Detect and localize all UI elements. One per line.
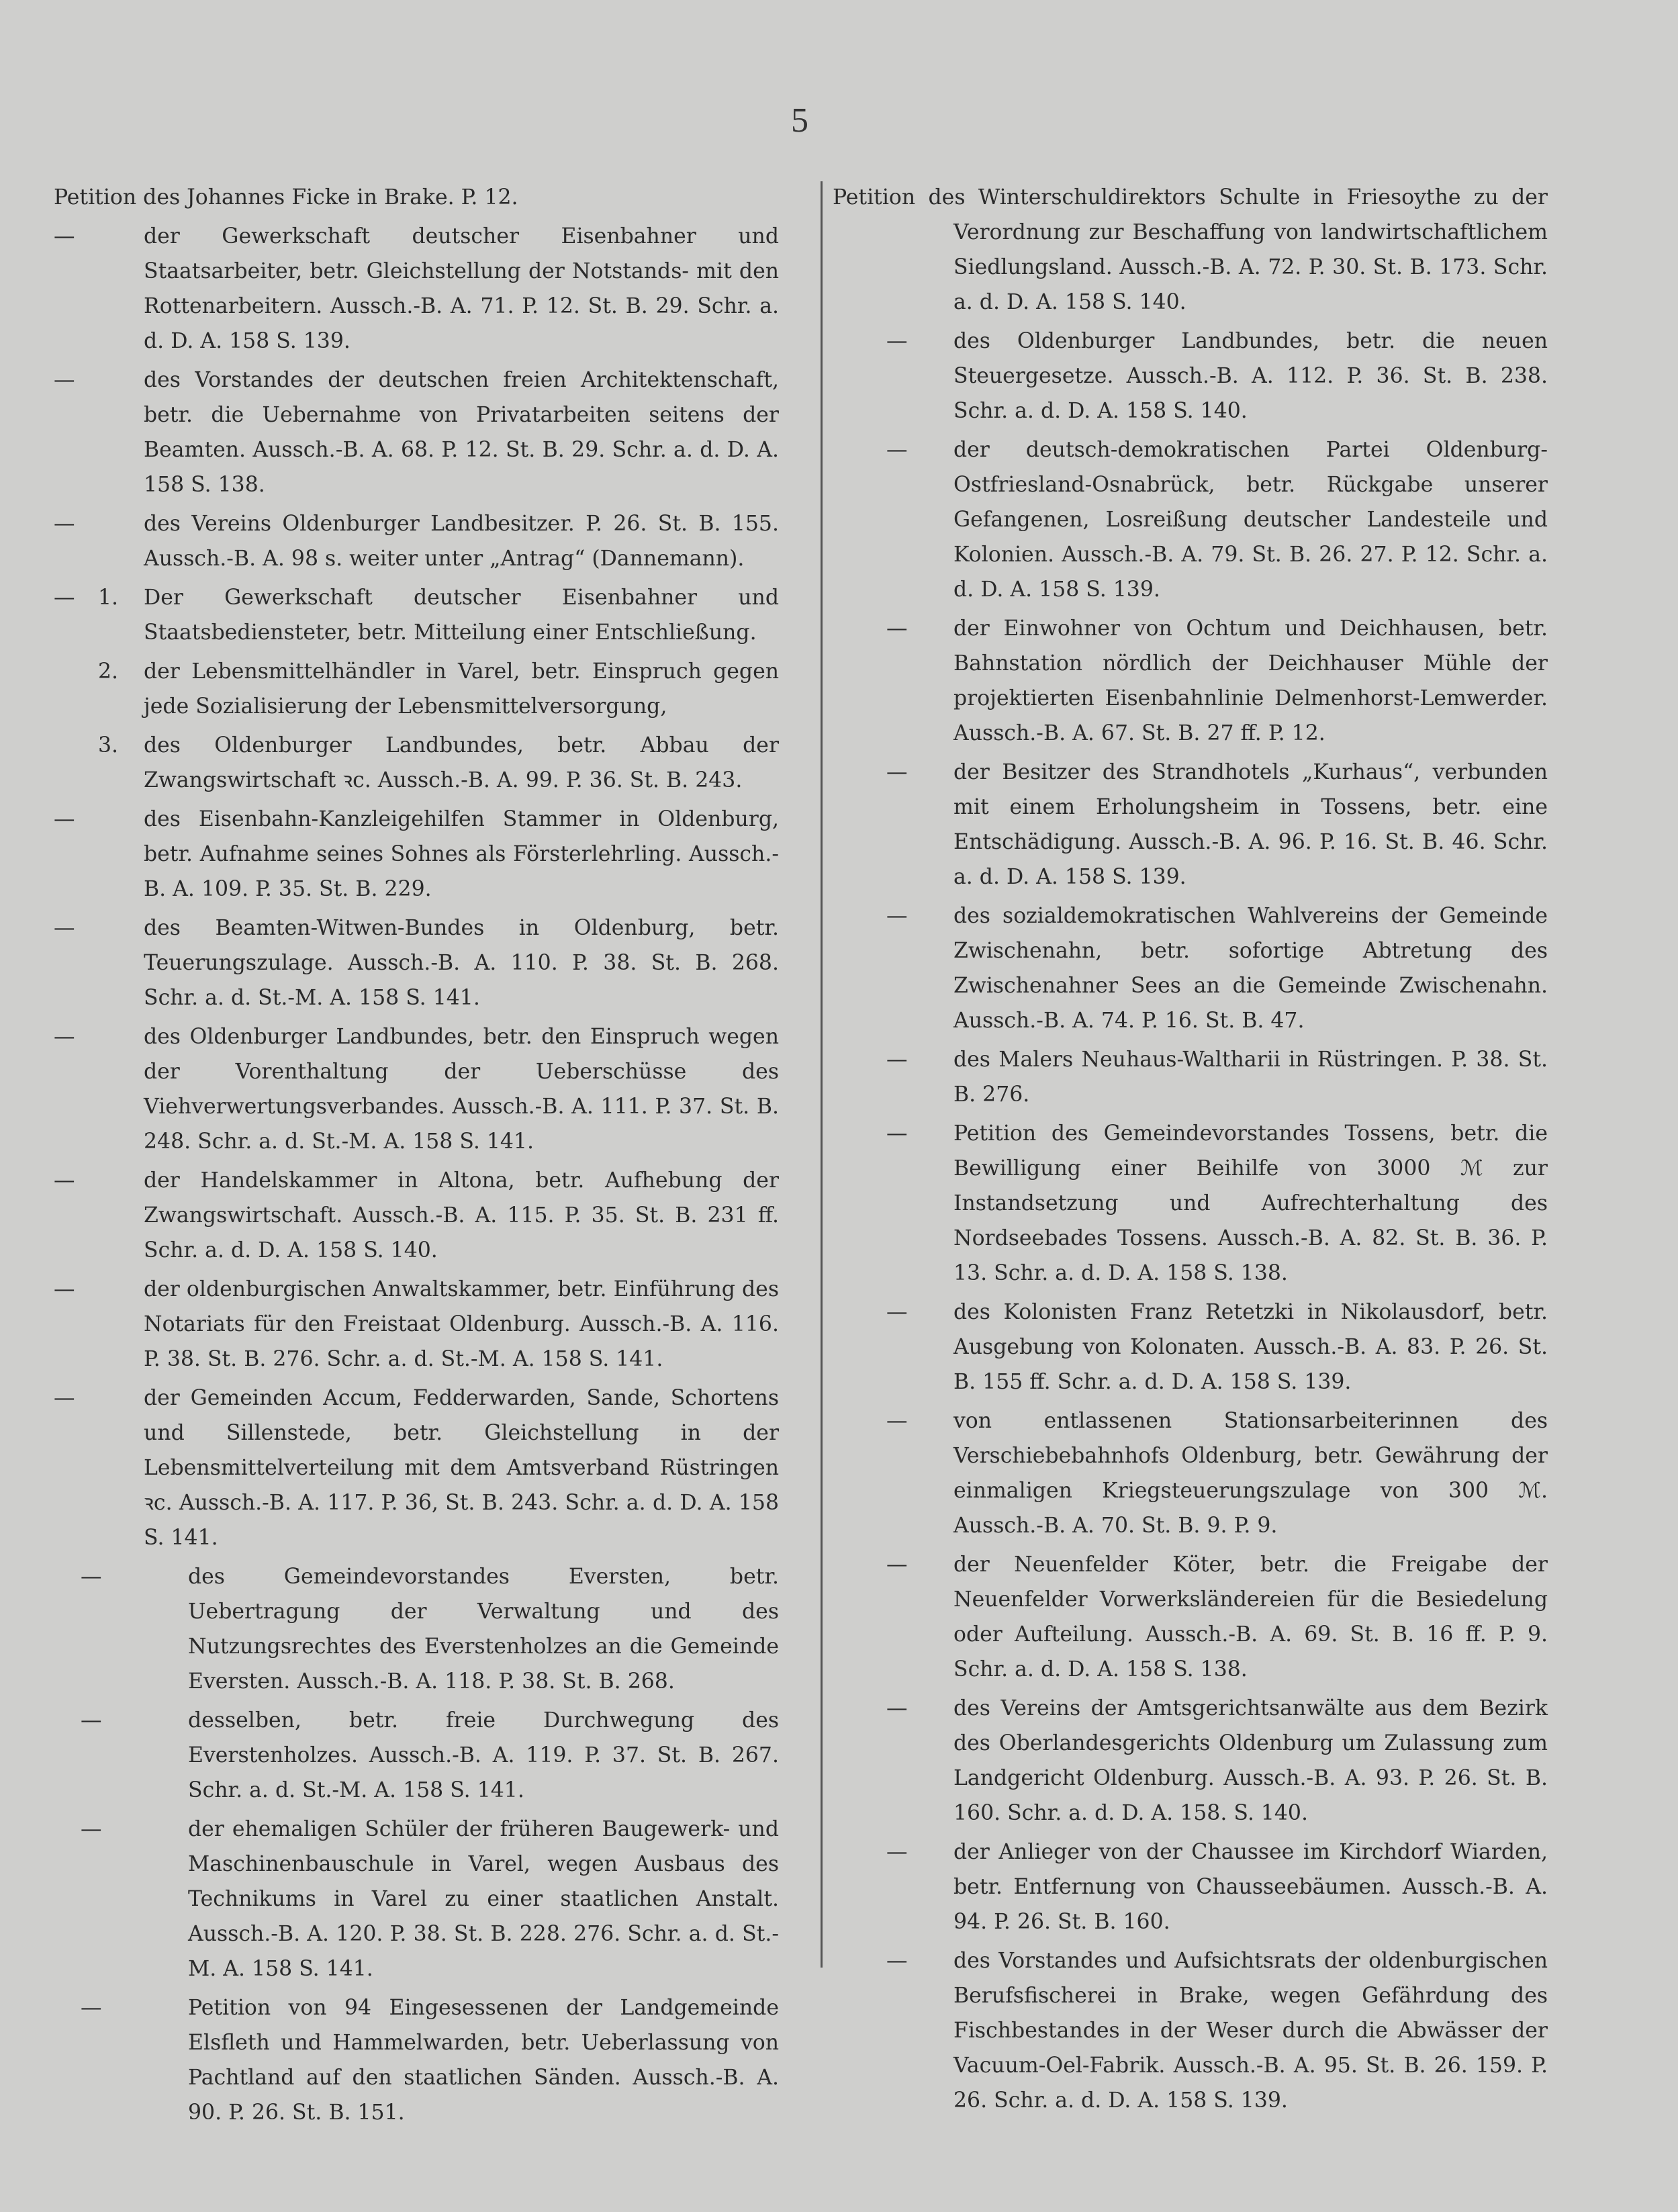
entry-dash: — bbox=[81, 1565, 102, 1589]
entry-dash: — bbox=[54, 368, 75, 392]
entry-dash: — bbox=[886, 1696, 908, 1720]
entry-text: des Oldenburger Landbundes, betr. Abbau der Zwangswirtschaft ꝛc. Aussch.-B. A. 99. P. 36. St. B. 243. bbox=[144, 733, 779, 792]
entry-text: der Gemeinden Accum, Fedderwarden, Sande, Schortens und Sillenstede, betr. Gleichstellung in der Lebensmittelverteilung mit dem Amtsverband Rüstringen ꝛc. Aussch.-B. A. 117. P. 36, St. B. 243. Schr. a. d. D. A. 158 S. 141. bbox=[144, 1386, 779, 1550]
entry-dash: — bbox=[886, 1840, 908, 1864]
entry-dash: — bbox=[54, 1025, 75, 1049]
right-column bbox=[833, 180, 1548, 2122]
left-column bbox=[54, 180, 779, 2134]
entry-text: der Besitzer des Strandhotels „Kurhaus“, verbunden mit einem Erholungsheim in Tossens, betr. eine Entschädigung. Aussch.-B. A. 96. P. 16. St. B. 46. Schr. a. d. D. A. 158 S. 139. bbox=[953, 760, 1548, 889]
entry-text: der oldenburgischen Anwaltskammer, betr. Einführung des Notariats für den Freistaat Oldenburg. Aussch.-B. A. 116. P. 38. St. B. 276. Schr. a. d. St.-M. A. 158 S. 141. bbox=[144, 1277, 779, 1371]
petition-entry bbox=[833, 180, 1548, 320]
petition-entry bbox=[54, 1272, 779, 1377]
entry-dash: — bbox=[54, 807, 75, 831]
entry-text: des Oldenburger Landbundes, betr. die neuen Steuergesetze. Aussch.-B. A. 112. P. 36. St. B. 238. Schr. a. d. D. A. 158 S. 140. bbox=[953, 329, 1548, 423]
entry-text: der Gewerkschaft deutscher Eisenbahner und Staatsarbeiter, betr. Gleichstellung der Notstands- mit den Rottenarbeitern. Aussch.-B. A. 71. P. 12. St. B. 29. Schr. a. d. D. A. 158 S. 139. bbox=[144, 224, 779, 353]
entry-dash: — bbox=[886, 1409, 908, 1433]
petition-entry bbox=[54, 1381, 779, 1555]
entry-text: der deutsch-demokratischen Partei Oldenburg-Ostfriesland-Osnabrück, betr. Rückgabe unserer Gefangenen, Losreißung deutscher Landesteile und Kolonien. Aussch.-B. A. 79. St. B. 26. 27. P. 12. Schr. a. d. D. A. 158 S. 139. bbox=[953, 438, 1548, 602]
petition-entry bbox=[54, 506, 779, 576]
entry-text: des Malers Neuhaus-Waltharii in Rüstringen. P. 38. St. B. 276. bbox=[953, 1048, 1548, 1107]
entry-dash: — bbox=[886, 760, 908, 784]
petition-entry bbox=[54, 580, 779, 650]
petition-entry bbox=[833, 1691, 1548, 1831]
entry-text: des Gemeindevorstandes Eversten, betr. Uebertragung der Verwaltung und des Nutzungsrechtes des Everstenholzes an die Gemeinde Eversten. Aussch.-B. A. 118. P. 38. St. B. 268. bbox=[188, 1565, 779, 1694]
petition-entry bbox=[54, 1019, 779, 1159]
page-number: 5 bbox=[791, 101, 808, 140]
petition-entry bbox=[833, 324, 1548, 428]
entry-dash: — bbox=[54, 586, 75, 610]
entry-dash: — bbox=[81, 1817, 102, 1841]
petition-entry bbox=[833, 1042, 1548, 1112]
entry-dash: — bbox=[886, 1949, 908, 1973]
entry-text: des Vorstandes der deutschen freien Architektenschaft, betr. die Uebernahme von Privatarbeiten seitens der Beamten. Aussch.-B. A. 68. P. 12. St. B. 29. Schr. a. d. D. A. 158 S. 138. bbox=[144, 368, 779, 497]
petition-entry bbox=[54, 1703, 779, 1808]
entry-dash: — bbox=[54, 1277, 75, 1301]
petition-entry bbox=[833, 1943, 1548, 2118]
entry-text: der Anlieger von der Chaussee im Kirchdorf Wiarden, betr. Entfernung von Chausseebäumen. Aussch.-B. A. 94. P. 26. St. B. 160. bbox=[953, 1840, 1548, 1934]
entry-text: desselben, betr. freie Durchwegung des Everstenholzes. Aussch.-B. A. 119. P. 37. St. B. 267. Schr. a. d. St.-M. A. 158 S. 141. bbox=[188, 1708, 779, 1802]
petition-entry bbox=[833, 1547, 1548, 1687]
petition-entry bbox=[833, 432, 1548, 607]
petition-entry bbox=[833, 898, 1548, 1038]
petition-entry bbox=[54, 1812, 779, 1986]
petition-entry bbox=[54, 1990, 779, 2130]
entry-dash: — bbox=[54, 224, 75, 248]
entry-dash: — bbox=[886, 1121, 908, 1146]
petition-entry bbox=[54, 180, 779, 215]
entry-text: Petition des Johannes Ficke in Brake. P. 12. bbox=[54, 185, 518, 210]
entry-number: 3. bbox=[98, 733, 119, 757]
entry-text: des Vereins der Amtsgerichtsanwälte aus dem Bezirk des Oberlandesgerichts Oldenburg um Zulassung zum Landgericht Oldenburg. Aussch.-B. A. 93. P. 26. St. B. 160. Schr. a. d. D. A. 158. S. 140. bbox=[953, 1696, 1548, 1825]
entry-text: des Vorstandes und Aufsichtsrats der oldenburgischen Berufsfischerei in Brake, wegen Gefährdung des Fischbestandes in der Weser durch die Abwässer der Vacuum-Oel-Fabrik. Aussch.-B. A. 95. St. B. 26. 159. P. 26. Schr. a. d. D. A. 158 S. 139. bbox=[953, 1949, 1548, 2113]
entry-dash: — bbox=[886, 1553, 908, 1577]
entry-dash: — bbox=[886, 329, 908, 353]
entry-text: des Eisenbahn-Kanzleigehilfen Stammer in Oldenburg, betr. Aufnahme seines Sohnes als Försterlehrling. Aussch.-B. A. 109. P. 35. St. B. 229. bbox=[144, 807, 779, 901]
petition-entry bbox=[833, 1295, 1548, 1399]
petition-entry bbox=[54, 802, 779, 907]
entry-text: des sozialdemokratischen Wahlvereins der Gemeinde Zwischenahn, betr. sofortige Abtretung des Zwischenahner Sees an die Gemeinde Zwischenahn. Aussch.-B. A. 74. P. 16. St. B. 47. bbox=[953, 904, 1548, 1033]
petition-entry bbox=[833, 611, 1548, 751]
entry-dash: — bbox=[54, 916, 75, 940]
entry-dash: — bbox=[54, 512, 75, 536]
entry-text: Petition des Gemeindevorstandes Tossens, betr. die Bewilligung einer Beihilfe von 3000 ℳ zur Instandsetzung und Aufrechterhaltung des Nordseebades Tossens. Aussch.-B. A. 82. St. B. 36. P. 13. Schr. a. d. D. A. 158 S. 138. bbox=[953, 1121, 1548, 1285]
petition-entry bbox=[54, 1559, 779, 1699]
entry-dash: — bbox=[886, 616, 908, 641]
entry-dash: — bbox=[886, 904, 908, 928]
entry-text: von entlassenen Stationsarbeiterinnen des Verschiebebahnhofs Oldenburg, betr. Gewährung der einmaligen Kriegsteuerungszulage von 300 ℳ. Aussch.-B. A. 70. St. B. 9. P. 9. bbox=[953, 1409, 1548, 1538]
entry-text: des Vereins Oldenburger Landbesitzer. P. 26. St. B. 155. Aussch.-B. A. 98 s. weiter unter „Antrag“ (Dannemann). bbox=[144, 512, 779, 571]
entry-text: der ehemaligen Schüler der früheren Baugewerk- und Maschinenbauschule in Varel, wegen Ausbaus des Technikums in Varel zu einer staatlichen Anstalt. Aussch.-B. A. 120. P. 38. St. B. 228. 276. Schr. a. d. St.-M. A. 158 S. 141. bbox=[188, 1817, 779, 1981]
petition-entry bbox=[833, 1403, 1548, 1543]
entry-text: Petition von 94 Eingesessenen der Landgemeinde Elsfleth und Hammelwarden, betr. Ueberlassung von Pachtland auf den staatlichen Sänden. Aussch.-B. A. 90. P. 26. St. B. 151. bbox=[188, 1996, 779, 2125]
entry-text: des Oldenburger Landbundes, betr. den Einspruch wegen der Vorenthaltung der Ueberschüsse des Viehverwertungsverbandes. Aussch.-B. A. 111. P. 37. St. B. 248. Schr. a. d. St.-M. A. 158 S. 141. bbox=[144, 1025, 779, 1154]
entry-dash: — bbox=[886, 1048, 908, 1072]
entry-text: der Neuenfelder Köter, betr. die Freigabe der Neuenfelder Vorwerksländereien für die Besiedelung oder Aufteilung. Aussch.-B. A. 69. St. B. 16 ff. P. 9. Schr. a. d. D. A. 158 S. 138. bbox=[953, 1553, 1548, 1681]
petition-entry bbox=[833, 1835, 1548, 1939]
entry-dash: — bbox=[886, 1300, 908, 1324]
entry-dash: — bbox=[54, 1386, 75, 1410]
entry-dash: — bbox=[54, 1168, 75, 1193]
column-divider bbox=[821, 181, 823, 1968]
petition-entry bbox=[54, 1163, 779, 1268]
entry-text: des Beamten-Witwen-Bundes in Oldenburg, betr. Teuerungszulage. Aussch.-B. A. 110. P. 38. St. B. 268. Schr. a. d. St.-M. A. 158 S. 141. bbox=[144, 916, 779, 1010]
entry-dash: — bbox=[81, 1996, 102, 2020]
petition-entry bbox=[54, 363, 779, 502]
entry-text: Der Gewerkschaft deutscher Eisenbahner und Staatsbediensteter, betr. Mitteilung einer Entschließung. bbox=[144, 586, 779, 645]
petition-entry bbox=[54, 219, 779, 359]
entry-text: des Kolonisten Franz Retetzki in Nikolausdorf, betr. Ausgebung von Kolonaten. Aussch.-B. A. 83. P. 26. St. B. 155 ff. Schr. a. d. D. A. 158 S. 139. bbox=[953, 1300, 1548, 1394]
entry-text: der Einwohner von Ochtum und Deichhausen, betr. Bahnstation nördlich der Deichhauser Mühle der projektierten Eisenbahnlinie Delmenhorst-Lemwerder. Aussch.-B. A. 67. St. B. 27 ff. P. 12. bbox=[953, 616, 1548, 745]
petition-entry bbox=[54, 911, 779, 1015]
entry-dash: — bbox=[886, 438, 908, 462]
entry-dash: — bbox=[81, 1708, 102, 1733]
entry-number: 1. bbox=[98, 586, 119, 610]
petition-entry bbox=[54, 728, 779, 798]
petition-entry bbox=[54, 654, 779, 724]
entry-text: der Lebensmittelhändler in Varel, betr. Einspruch gegen jede Sozialisierung der Lebensmittelversorgung, bbox=[144, 659, 779, 719]
entry-text: Petition des Winterschuldirektors Schulte in Friesoythe zu der Verordnung zur Beschaffung von landwirtschaftlichem Siedlungsland. Aussch.-B. A. 72. P. 30. St. B. 173. Schr. a. d. D. A. 158 S. 140. bbox=[833, 185, 1548, 314]
petition-entry bbox=[833, 755, 1548, 894]
entry-text: der Handelskammer in Altona, betr. Aufhebung der Zwangswirtschaft. Aussch.-B. A. 115. P. 35. St. B. 231 ff. Schr. a. d. D. A. 158 S. 140. bbox=[144, 1168, 779, 1262]
petition-entry bbox=[833, 1116, 1548, 1291]
entry-number: 2. bbox=[98, 659, 119, 684]
